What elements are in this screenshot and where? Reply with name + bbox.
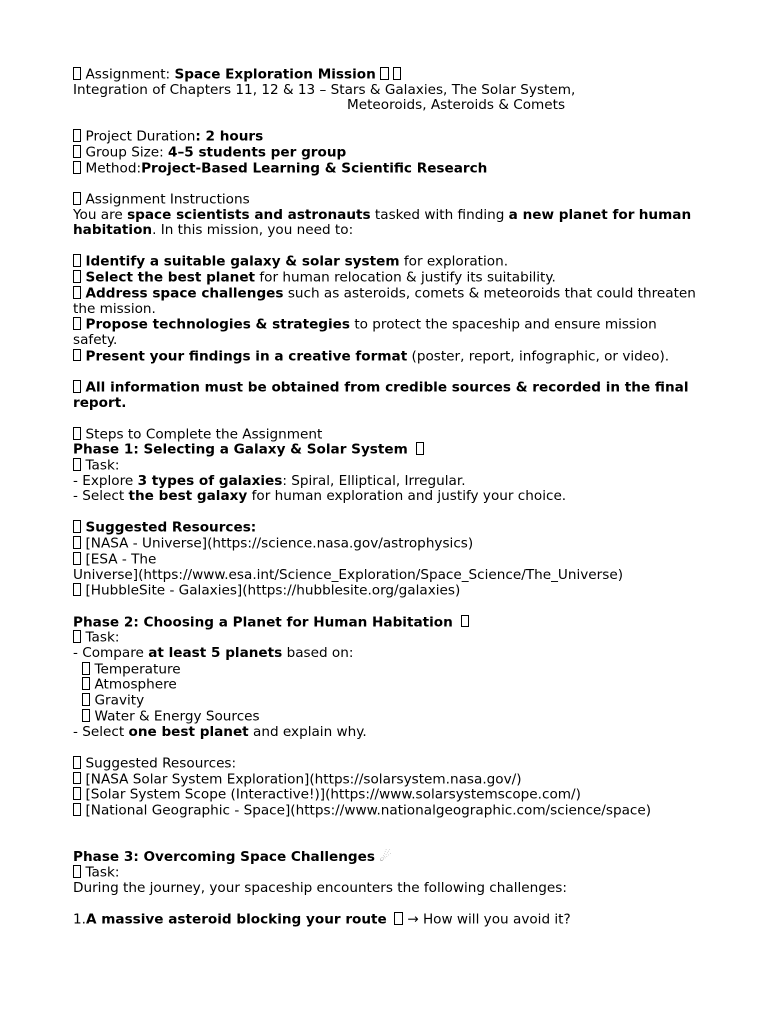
clock-icon	[73, 129, 81, 142]
phase1-resources-heading: Suggested Resources:	[73, 520, 698, 536]
rocket-icon	[73, 67, 81, 80]
pin-icon	[73, 458, 81, 471]
microscope-icon	[73, 161, 81, 174]
phase1-task-explore: - Explore 3 types of galaxies: Spiral, Elliptical, Irregular.	[73, 472, 466, 489]
planet-icon	[73, 270, 81, 283]
duration-line: Project Duration: 2 hours	[73, 129, 698, 145]
weight-icon	[82, 693, 90, 706]
phase2-task-select: - Select one best planet and explain why.	[73, 723, 367, 740]
galaxy-icon	[416, 442, 424, 455]
link-icon	[73, 803, 81, 816]
instructions-heading: Assignment Instructions	[73, 192, 698, 208]
phase1-task-select: - Select the best galaxy for human exploration and justify your choice.	[73, 488, 567, 505]
phase1-title: Phase 1: Selecting a Galaxy & Solar System	[73, 442, 698, 458]
phase3-title: Phase 3: Overcoming Space Challenges ☄	[73, 848, 392, 865]
integration-line: Integration of Chapters 11, 12 & 13 – Stars & Galaxies, The Solar System,	[73, 81, 576, 98]
phase3-task-label: Task:	[73, 865, 698, 881]
star-icon	[393, 67, 401, 80]
assignment-title: Space Exploration Mission	[174, 66, 376, 83]
comet-icon	[73, 286, 81, 299]
planet-icon	[380, 67, 388, 80]
earth-icon	[461, 615, 469, 628]
shield-icon	[73, 317, 81, 330]
list-icon	[73, 427, 81, 440]
criteria-item: Gravity	[73, 693, 698, 709]
group-size-line: Group Size: 4–5 students per group	[73, 145, 698, 161]
assignment-title-line: Assignment: Space Exploration Mission	[73, 67, 698, 83]
phase2-title: Phase 2: Choosing a Planet for Human Habitation	[73, 615, 698, 631]
phase2-task-label: Task:	[73, 630, 698, 646]
instructions-intro: You are space scientists and astronauts tasked with finding a new planet for human habitation. In this mission, you need to:	[73, 206, 692, 239]
comet-icon: ☄	[379, 848, 392, 865]
resource-link[interactable]: [NASA - Universe](https://science.nasa.gov/astrophysics)	[73, 536, 698, 552]
method-line: Method:Project-Based Learning & Scientific Research	[73, 161, 698, 177]
people-icon	[73, 145, 81, 158]
sources-note: All information must be obtained from credible sources & recorded in the final report.	[73, 379, 689, 411]
asteroid-icon	[394, 912, 402, 925]
integration-line-continued: Meteoroids, Asteroids & Comets	[347, 97, 566, 114]
resource-link[interactable]: [Solar System Scope (Interactive!)](https://www.solarsystemscope.com/)	[73, 787, 698, 803]
resource-link[interactable]: [HubbleSite - Galaxies](https://hubblesite.org/galaxies)	[73, 583, 698, 599]
link-icon	[73, 787, 81, 800]
phase2-task-compare: - Compare at least 5 planets based on:	[73, 645, 354, 662]
phase1-task-label: Task:	[73, 458, 698, 474]
link-icon	[73, 583, 81, 596]
resource-link[interactable]: [NASA Solar System Exploration](https://solarsystem.nasa.gov/)	[73, 772, 698, 788]
instruction-item: Select the best planet for human relocation & justify its suitability.	[73, 270, 698, 286]
document-page	[73, 67, 698, 928]
phase3-intro: During the journey, your spaceship encounters the following challenges:	[73, 880, 567, 897]
pin-icon	[73, 630, 81, 643]
instruction-item: Propose technologies & strategies to protect the spaceship and ensure mission safety.	[73, 316, 657, 349]
phase2-resources-heading: Suggested Resources:	[73, 756, 698, 772]
challenge-item: 1.A massive asteroid blocking your route → How will you avoid it?	[73, 911, 571, 928]
criteria-item: Temperature	[73, 662, 698, 678]
link-icon	[73, 756, 81, 769]
resource-link[interactable]: [National Geographic - Space](https://www.nationalgeographic.com/science/space)	[73, 803, 698, 819]
instruction-item: Present your findings in a creative format (poster, report, infographic, or video).	[73, 349, 698, 365]
steps-heading: Steps to Complete the Assignment	[73, 427, 698, 443]
link-icon	[73, 520, 81, 533]
criteria-item: Atmosphere	[73, 677, 698, 693]
palette-icon	[73, 349, 81, 362]
link-icon	[73, 772, 81, 785]
criteria-item: Water & Energy Sources	[73, 709, 698, 725]
instruction-item: Identify a suitable galaxy & solar system for exploration.	[73, 254, 698, 270]
link-icon	[73, 536, 81, 549]
instruction-item: Address space challenges such as asteroids, comets & meteoroids that could threaten the mission.	[73, 285, 696, 317]
thermometer-icon	[82, 662, 90, 675]
telescope-icon	[73, 254, 81, 267]
cloud-icon	[82, 677, 90, 690]
book-icon	[73, 380, 81, 393]
pin-icon	[73, 865, 81, 878]
water-icon	[82, 709, 90, 722]
link-icon	[73, 552, 81, 565]
resource-link[interactable]: [ESA - The Universe](https://www.esa.int/Science_Exploration/Space_Science/The_Universe)	[73, 551, 623, 583]
clipboard-icon	[73, 192, 81, 205]
